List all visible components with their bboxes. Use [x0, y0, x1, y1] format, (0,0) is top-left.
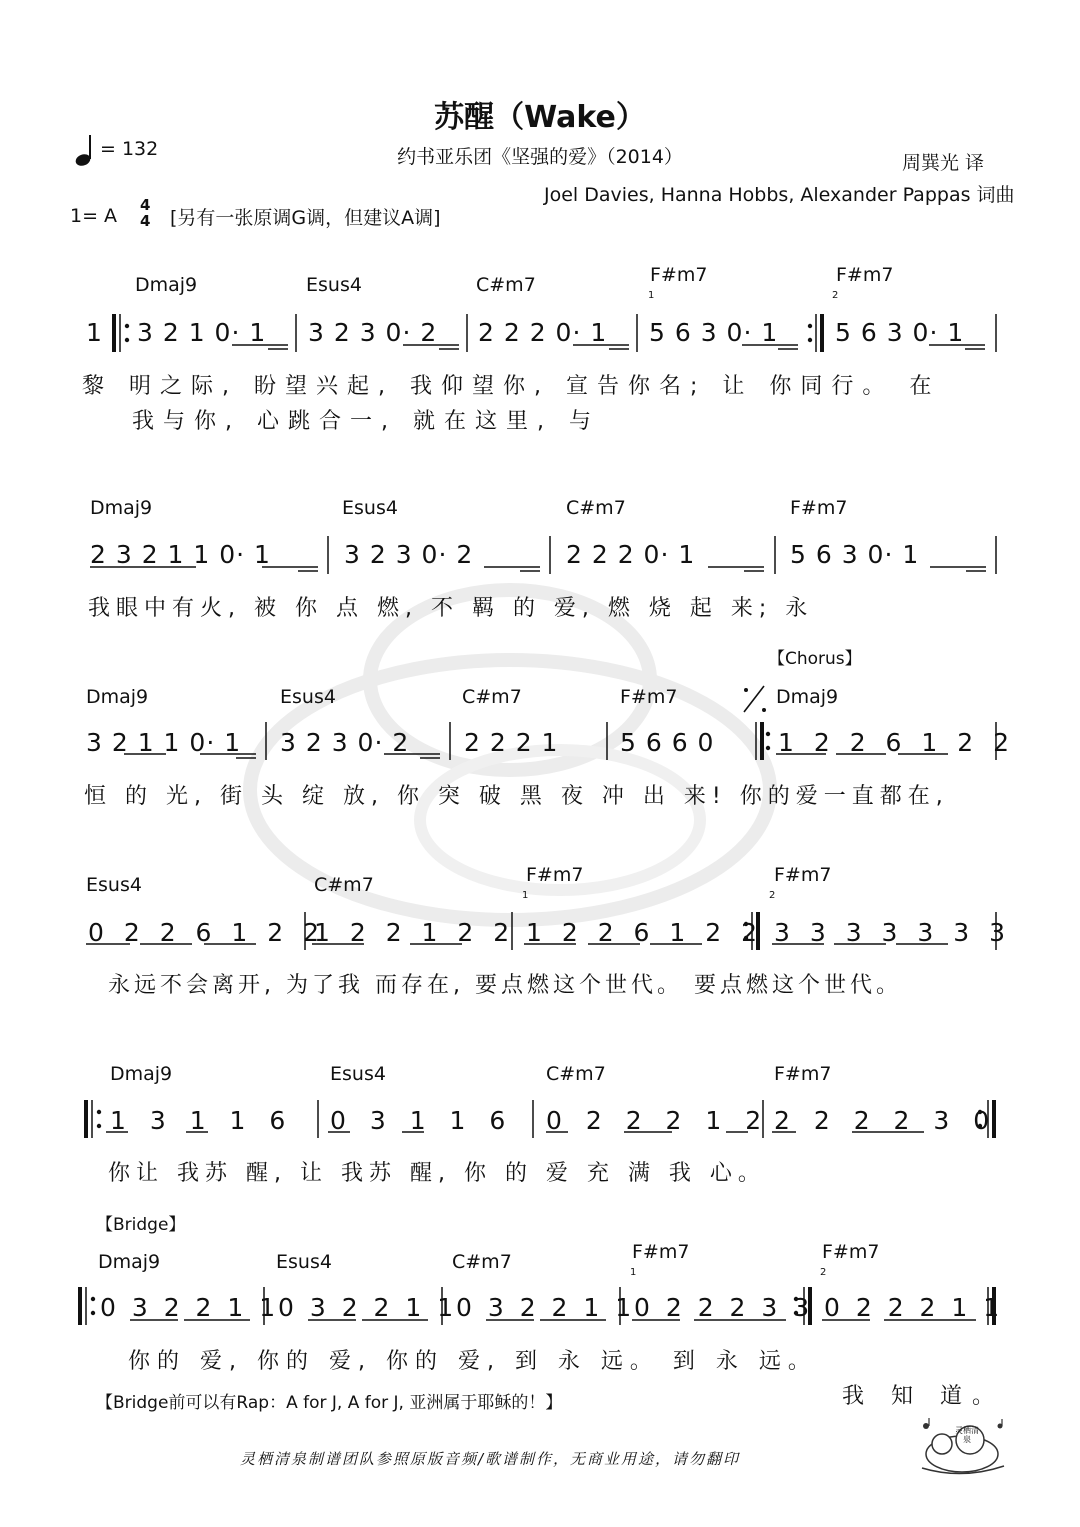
measure-notes: 5 6 6 0: [620, 728, 715, 757]
tempo-marking: = 132: [100, 138, 159, 160]
chord: C#m7: [476, 274, 536, 296]
volta-2: 2: [832, 290, 839, 301]
measure-notes: 2 3 2 1 1 0· 1: [90, 540, 271, 569]
measure-notes: 5 6 3 0· 1: [649, 318, 779, 347]
measure-notes: 3 2 3 0· 2: [308, 318, 438, 347]
chord: C#m7: [314, 874, 374, 896]
volta-1: 1: [522, 890, 529, 901]
measure-notes: 3 2 3 0· 2: [344, 540, 474, 569]
measure-notes: 3 3 3 3 3 3 3: [774, 918, 1012, 947]
volta-1: 1: [630, 1267, 637, 1278]
song-title: 苏醒（Wake）: [434, 100, 646, 135]
chord: Dmaj9: [98, 1251, 161, 1273]
chord: F#m7: [774, 864, 832, 886]
chord: F#m7: [836, 264, 894, 286]
measure-notes: 0 2 2 2 1 1: [824, 1293, 1004, 1322]
measure-notes: 0 3 1 1 6: [330, 1106, 514, 1135]
volta-2: 2: [820, 1267, 827, 1278]
measure-notes: 0 3 2 2 1 1: [278, 1293, 458, 1322]
chord: Dmaj9: [776, 686, 839, 708]
chord: Dmaj9: [90, 497, 153, 519]
credits: Joel Davies, Hanna Hobbs, Alexander Pappas 词曲: [544, 184, 1015, 206]
measure-notes: 1 3 1 1 6: [110, 1106, 294, 1135]
lyrics-verse-2: 我与你, 心跳合一, 就在这里, 与: [132, 409, 600, 434]
row6-voltas: [625, 1267, 995, 1275]
chord: F#m7: [650, 264, 708, 286]
measure-notes: 0 2 2 2 1 2: [546, 1106, 770, 1135]
chord: Dmaj9: [110, 1063, 173, 1085]
chord: Esus4: [86, 874, 142, 896]
chord: C#m7: [462, 686, 522, 708]
measure-notes: 0 3 2 2 1 1: [100, 1293, 280, 1322]
measure-notes: 3 2 1 1 0· 1: [86, 728, 242, 757]
chord: F#m7: [620, 686, 678, 708]
section-label-chorus: 【Chorus】: [768, 649, 862, 669]
segno-icon: [744, 686, 766, 715]
measure-notes: 1 2 2 1 2 2: [314, 918, 516, 947]
key-signature: 1= A: [70, 205, 118, 227]
chord: F#m7: [822, 1241, 880, 1263]
copyright-footer: 灵栖清泉制谱团队参照原版音频/歌谱制作，无商业用途，请勿翻印: [240, 1450, 741, 1468]
measure-notes: 3 2 3 0· 2: [280, 728, 410, 757]
chord: Esus4: [342, 497, 398, 519]
section-label-bridge: 【Bridge】: [96, 1215, 186, 1235]
chord: F#m7: [774, 1063, 832, 1085]
logo-text: 灵栖清泉: [955, 1426, 979, 1444]
row4-voltas: [517, 890, 995, 898]
lyrics-verse-2: 我 知 道。: [842, 1384, 1004, 1409]
chord: F#m7: [526, 864, 584, 886]
chord: Dmaj9: [86, 686, 149, 708]
time-sig-top: 4: [140, 196, 151, 214]
measure-notes: 2 2 2 0· 1: [566, 540, 696, 569]
lyrics-verse-1: 你的 爱, 你的 爱, 你的 爱, 到 永 远。 到 永 远。: [128, 1349, 817, 1374]
chord: Esus4: [330, 1063, 386, 1085]
chord: Esus4: [306, 274, 362, 296]
rap-note: 【Bridge前可以有Rap：A for J, A for J, 亚洲属于耶稣的！】: [96, 1393, 563, 1413]
chord: Dmaj9: [135, 274, 198, 296]
measure-notes: 5 6 3 0· 1: [835, 318, 965, 347]
row1-voltas: [642, 290, 995, 298]
measure-notes: 1 2 2 6 1 2 2: [778, 728, 1016, 757]
chord: Esus4: [276, 1251, 332, 1273]
lyrics-verse-1: 我眼中有火, 被 你 点 燃, 不 羁 的 爱, 燃 烧 起 来; 永: [88, 596, 814, 621]
chord: F#m7: [790, 497, 848, 519]
measure-notes: 2 2 2 0· 1: [478, 318, 608, 347]
measure-notes: 1 2 2 6 1 2 2: [526, 918, 764, 947]
translator: 周巽光 译: [902, 152, 985, 174]
measure-notes: 3 2 1 0· 1: [137, 318, 267, 347]
measure-notes: 0 2 2 2 3 3: [634, 1293, 814, 1322]
lyrics-verse-1: 永远不会离开, 为了我 而存在, 要点燃这个世代。 要点燃这个世代。: [108, 973, 902, 998]
volta-1: 1: [648, 290, 655, 301]
measure-notes: 2 2 2 2 3 0: [774, 1106, 998, 1135]
measure-notes: 5 6 3 0· 1: [790, 540, 920, 569]
source-album: 约书亚乐团《坚强的爱》（2014）: [397, 146, 683, 168]
key-note: [另有一张原调G调，但建议A调]: [170, 207, 441, 229]
volta-2: 2: [769, 890, 776, 901]
chord: Esus4: [280, 686, 336, 708]
chord: F#m7: [632, 1241, 690, 1263]
lyrics-verse-1: 恒 的 光, 街 头 绽 放, 你 突 破 黑 夜 冲 出 来! 你的爱一直都在,: [84, 784, 949, 809]
chord: C#m7: [452, 1251, 512, 1273]
pickup-note: 1: [86, 318, 103, 347]
lyrics-verse-1: 你让 我苏 醒, 让 我苏 醒, 你 的 爱 充 满 我 心。: [108, 1161, 766, 1186]
time-sig-bottom: 4: [140, 212, 151, 230]
measure-notes: 0 3 2 2 1 1: [456, 1293, 636, 1322]
chord: C#m7: [566, 497, 626, 519]
lyrics-verse-1: 黎 明之际, 盼望兴起, 我仰望你, 宣告你名; 让 你同行。 在: [82, 374, 941, 399]
chord: C#m7: [546, 1063, 606, 1085]
measure-notes: 2 2 2 1: [464, 728, 559, 757]
measure-notes: 0 2 2 6 1 2 2: [88, 918, 326, 947]
